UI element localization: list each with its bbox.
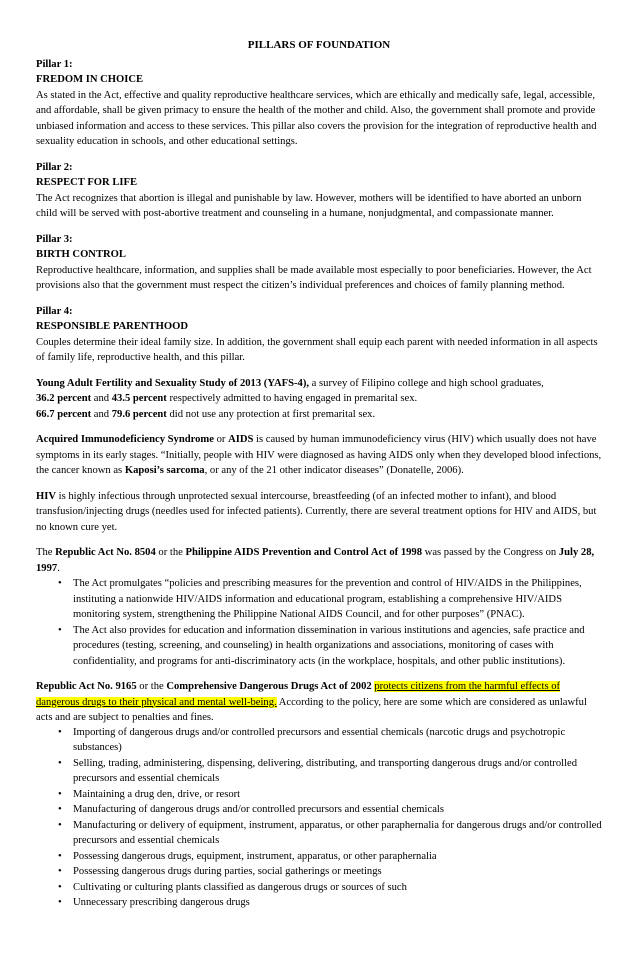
ra8504-text-2: was passed by the Congress on xyxy=(422,547,559,558)
pillar-3 xyxy=(36,232,602,294)
pillar-3-label: Pillar 3: xyxy=(36,233,73,245)
ra8504-paragraph xyxy=(36,545,602,576)
aids-text-3: , or any of the 21 other indicator diseases” (Donatelle, 2006). xyxy=(204,465,464,476)
document-page xyxy=(36,38,602,921)
ra8504-bullet-list xyxy=(36,576,602,669)
ra8504-name: Philippine AIDS Prevention and Control Act of 1998 xyxy=(185,547,423,558)
pillar-1 xyxy=(36,57,602,150)
pillar-2-label: Pillar 2: xyxy=(36,161,73,173)
aids-paragraph xyxy=(36,432,602,479)
pillar-4-text: Couples determine their ideal family size. In addition, the government shall equip each parent with needed information in all aspects of family life, reproductive health, and this pillar. xyxy=(36,336,598,363)
list-item: • Unnecessary prescribing dangerous drugs xyxy=(73,895,602,911)
yafs-stat-2-text: did not use any protection at first premarital sex. xyxy=(166,408,376,420)
document-title: PILLARS OF FOUNDATION xyxy=(247,39,391,51)
ra9165-number: Republic Act No. 9165 xyxy=(36,681,137,692)
ra9165-text-3: According to the policy, here are some which are considered as unlawful acts and are subject to penalties and fines. xyxy=(36,696,587,723)
highlighted-text: protects citizens from the harmful effects of dangerous drugs to their physical and mental well-being. xyxy=(36,681,561,708)
pillar-1-heading: FREDOM IN CHOICE xyxy=(36,74,144,85)
ra8504-text-0: The xyxy=(36,547,56,558)
yafs-paragraph xyxy=(36,376,602,423)
pillar-1-label: Pillar 1: xyxy=(36,58,73,70)
pillar-2-text: The Act recognizes that abortion is illegal and punishable by law. However, mothers will be identified to have aborted an unborn child will be served with post-abortive treatment and counseling in a humane, nonjudgmental, and compassionate manner. xyxy=(36,192,582,219)
list-item: • Manufacturing or delivery of equipment, instrument, apparatus, or other paraphernalia for dangerous drugs and/or controlled precursors and essential chemicals xyxy=(73,818,602,849)
yafs-stat-1a: 36.2 percent xyxy=(36,393,92,404)
yafs-stat-2a: 66.7 percent xyxy=(36,408,92,420)
yafs-and-1: and xyxy=(91,393,112,404)
yafs-stat-2b: 79.6 percent xyxy=(111,408,167,420)
ra8504-date: July 28, 1997 xyxy=(36,547,595,574)
list-item: • Importing of dangerous drugs and/or controlled precursors and essential chemicals (narcotic drugs and psychotropic substances) xyxy=(73,725,602,756)
list-item: • Possessing dangerous drugs, equipment, instrument, apparatus, or other paraphernalia xyxy=(73,849,602,865)
ra9165-paragraph xyxy=(36,679,602,726)
aids-text-2: is caused by human immunodeficiency virus (HIV) which usually does not have symptoms in its early stages. “Initially, people with HIV were diagnosed as having AIDS only when they developed blood infections, the cancer known as xyxy=(36,434,602,476)
yafs-and-2: and xyxy=(91,408,112,420)
pillar-4-label: Pillar 4: xyxy=(36,305,73,317)
list-item: • Selling, trading, administering, dispensing, delivering, distributing, and transporting dangerous drugs and/or controlled precursors and essential chemicals xyxy=(73,756,602,787)
yafs-stat-1-text: respectively admitted to having engaged in premarital sex. xyxy=(166,393,418,404)
pillar-1-text: As stated in the Act, effective and quality reproductive healthcare services, which are ethically and medically safe, legal, accessible, and affordable, shall be given primacy to ensure the health of the mother and child. Also, the government shall promote and provide unbiased information and access to these services. This pillar also covers the provision for the integration of reproductive health and sexuality education in schools, and other educational settings. xyxy=(36,89,597,147)
hiv-term: HIV xyxy=(36,490,57,502)
ra8504-number: Republic Act No. 8504 xyxy=(55,547,156,558)
pillar-2 xyxy=(36,160,602,222)
ra9165-text-1: or the xyxy=(136,681,167,692)
ra9165-bullet-list xyxy=(36,725,602,911)
aids-abbr: AIDS xyxy=(228,434,254,445)
pillar-3-heading: BIRTH CONTROL xyxy=(36,249,126,260)
yafs-text: a survey of Filipino college and high school graduates, xyxy=(309,377,544,389)
list-item: • Possessing dangerous drugs during parties, social gatherings or meetings xyxy=(73,864,602,880)
kaposi-term: Kaposi’s sarcoma xyxy=(124,465,205,476)
pillar-4-heading: RESPONSIBLE PARENTHOOD xyxy=(36,321,188,332)
yafs-title: Young Adult Fertility and Sexuality Study of 2013 (YAFS-4), xyxy=(36,377,310,389)
pillar-2-heading: RESPECT FOR LIFE xyxy=(36,177,138,188)
pillar-4 xyxy=(36,304,602,366)
yafs-stat-1b: 43.5 percent xyxy=(111,393,167,404)
list-item: • The Act also provides for education and information dissemination in various institutions and agencies, safe practice and procedures (testing, screening, and counseling) in health organizations and associations, monitoring of cases with confidentiality, and programs for anti-discriminatory acts (in the workplace, hospitals, and other public institutions). xyxy=(73,623,602,670)
pillar-3-text: Reproductive healthcare, information, and supplies shall be made available most especially to poor beneficiaries. However, the Act provisions also that the government must respect the citizen’s individual preferences and choices of family planning method. xyxy=(36,264,592,291)
list-item: • Manufacturing of dangerous drugs and/or controlled precursors and essential chemicals xyxy=(73,802,602,818)
aids-text-1: or xyxy=(213,434,229,445)
list-item: • Maintaining a drug den, drive, or resort xyxy=(73,787,602,803)
ra8504-text-3: . xyxy=(57,562,60,574)
list-item: • Cultivating or culturing plants classified as dangerous drugs or sources of such xyxy=(73,880,602,896)
hiv-text: is highly infectious through unprotected sexual intercourse, breastfeeding (of an infected mother to infant), and blood transfusion/injecting drugs (needles used for infected patients). Currently, there are several treatment options for HIV and AIDS, but no known cure yet. xyxy=(36,490,597,533)
ra8504-text-1: or the xyxy=(155,547,186,558)
list-item: • The Act promulgates “policies and prescribing measures for the prevention and control of HIV/AIDS in the Philippines, instituting a nationwide HIV/AIDS information and educational program, establishing a comprehensive HIV/AIDS monitoring system, strengthening the Philippine National AIDS Council, and for other purposes” (PNAC). xyxy=(73,576,602,623)
hiv-paragraph xyxy=(36,489,602,536)
ra9165-name: Comprehensive Dangerous Drugs Act of 2002 xyxy=(166,681,372,692)
aids-term: Acquired Immunodeficiency Syndrome xyxy=(36,434,214,445)
